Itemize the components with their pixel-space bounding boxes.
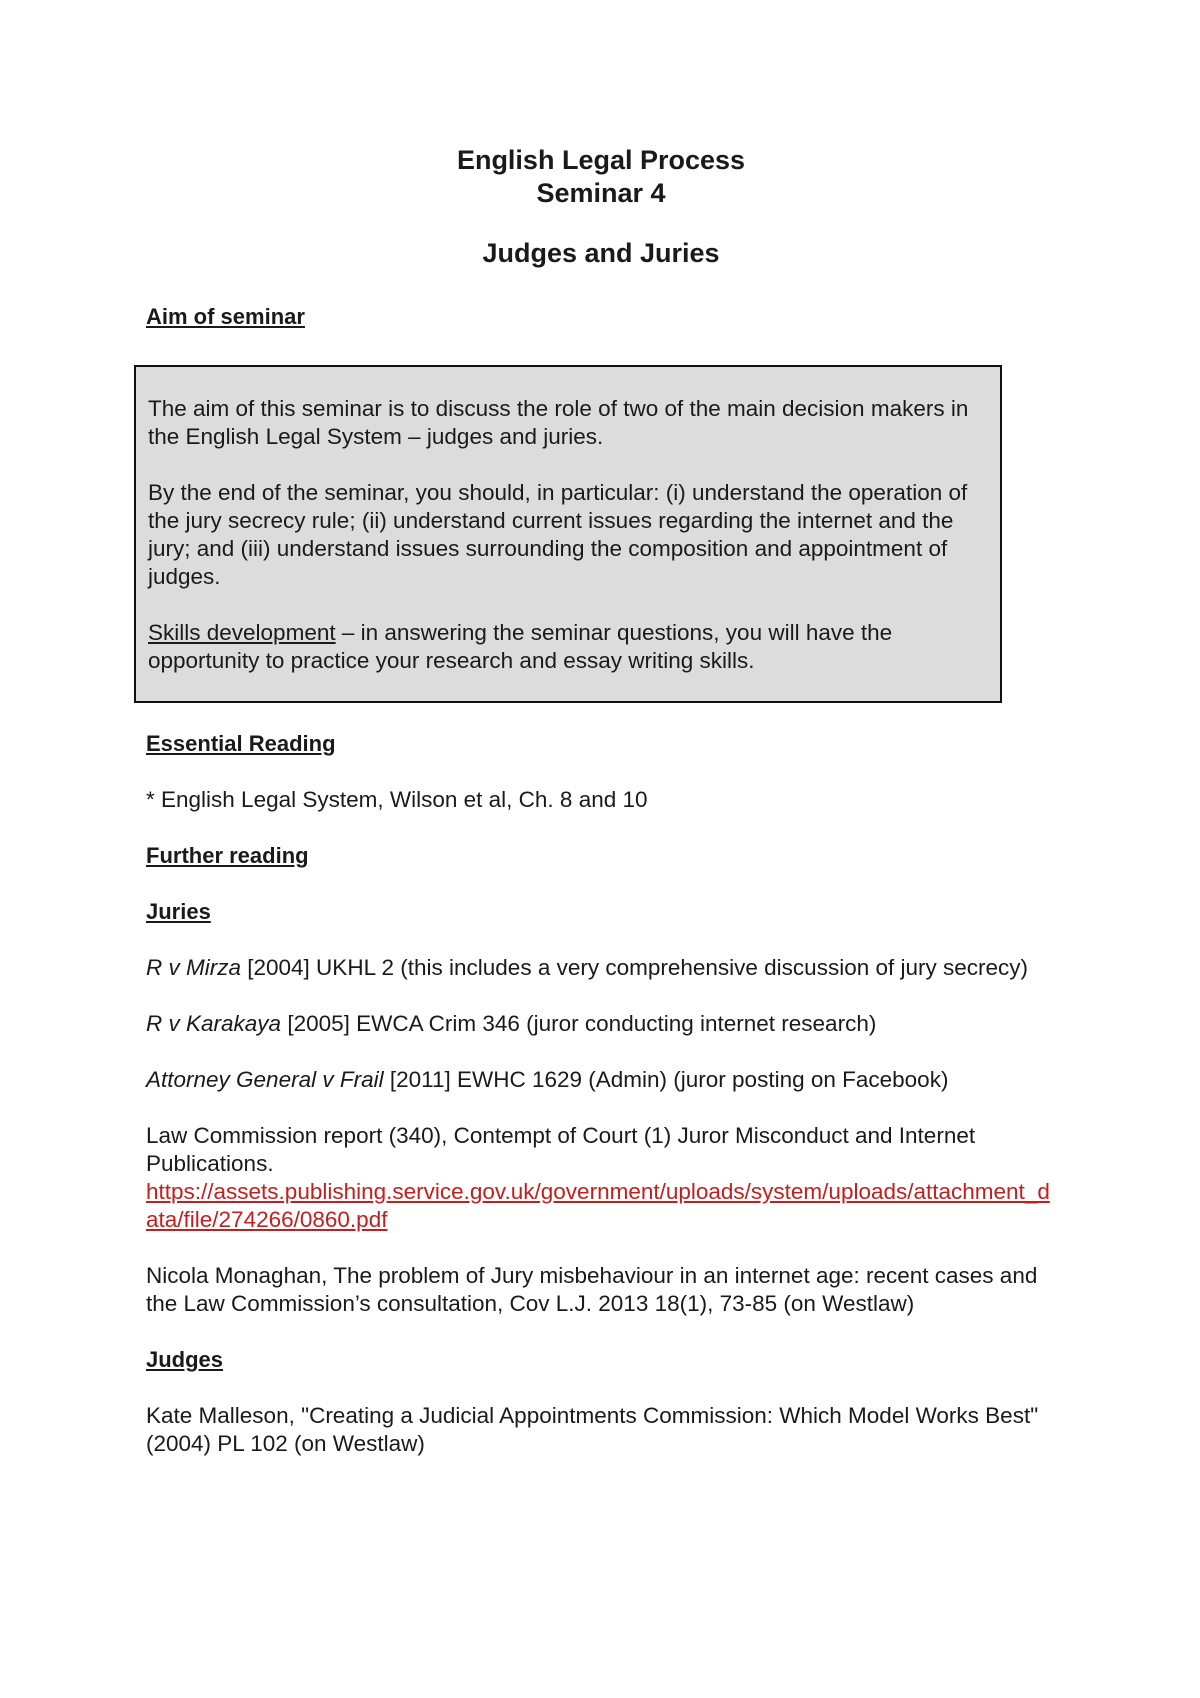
aim-heading: Aim of seminar [146,304,305,329]
case-citation: [2011] EWHC 1629 (Admin) (juror posting on Facebook) [383,1067,949,1092]
reading-karakaya [146,1010,1056,1038]
case-name: Attorney General v Frail [146,1067,384,1092]
aim-paragraph: The aim of this seminar is to discuss the role of two of the main decision makers in the English Legal System – judges and juries. [148,396,969,449]
judges-heading: Judges [146,1347,224,1372]
case-name: R v Mirza [146,955,241,980]
reading-malleson: Kate Malleson, "Creating a Judicial Appointments Commission: Which Model Works Best" (2004) PL 102 (on Westlaw) [146,1403,1039,1456]
objectives-paragraph: By the end of the seminar, you should, in particular: (i) understand the operation of the jury secrecy rule; (ii) understand current issues regarding the internet and the jury; and (iii) understand issues surrounding the composition and appointment of judges. [148,480,968,589]
reading-mirza [146,954,1056,982]
reading-monaghan: Nicola Monaghan, The problem of Jury misbehaviour in an internet age: recent cases and the Law Commission’s consultation, Cov L.J. 2013 18(1), 73-85 (on Westlaw) [146,1263,1038,1316]
case-citation: [2005] EWCA Crim 346 (juror conducting internet research) [281,1011,877,1036]
law-commission-link[interactable]: https://assets.publishing.service.gov.uk/government/uploads/system/uploads/attachment_data/file/274266/0860.pdf [146,1179,1050,1232]
seminar-number: Seminar 4 [536,178,666,208]
skills-text: – in answering the seminar questions, you will have the opportunity to practice your research and essay writing skills. [148,620,893,673]
further-reading-heading: Further reading [146,843,309,868]
reading-frail [146,1066,1056,1094]
skills-paragraph [148,619,988,675]
case-citation: [2004] UKHL 2 (this includes a very comprehensive discussion of jury secrecy) [241,955,1029,980]
case-name: R v Karakaya [146,1011,282,1036]
seminar-topic: Judges and Juries [482,238,720,268]
reading-section [146,730,1056,1486]
title-block [146,144,1056,270]
essential-reading-item: * English Legal System, Wilson et al, Ch. 8 and 10 [146,787,648,812]
juries-heading: Juries [146,899,211,924]
essential-reading-heading: Essential Reading [146,731,336,756]
course-title: English Legal Process [456,145,746,175]
skills-label: Skills development [148,620,336,645]
aim-box [134,365,1002,703]
law-commission-text: Law Commission report (340), Contempt of Court (1) Juror Misconduct and Internet Publications. [146,1123,976,1176]
reading-law-commission [146,1122,1056,1234]
document-page [146,144,1056,1456]
